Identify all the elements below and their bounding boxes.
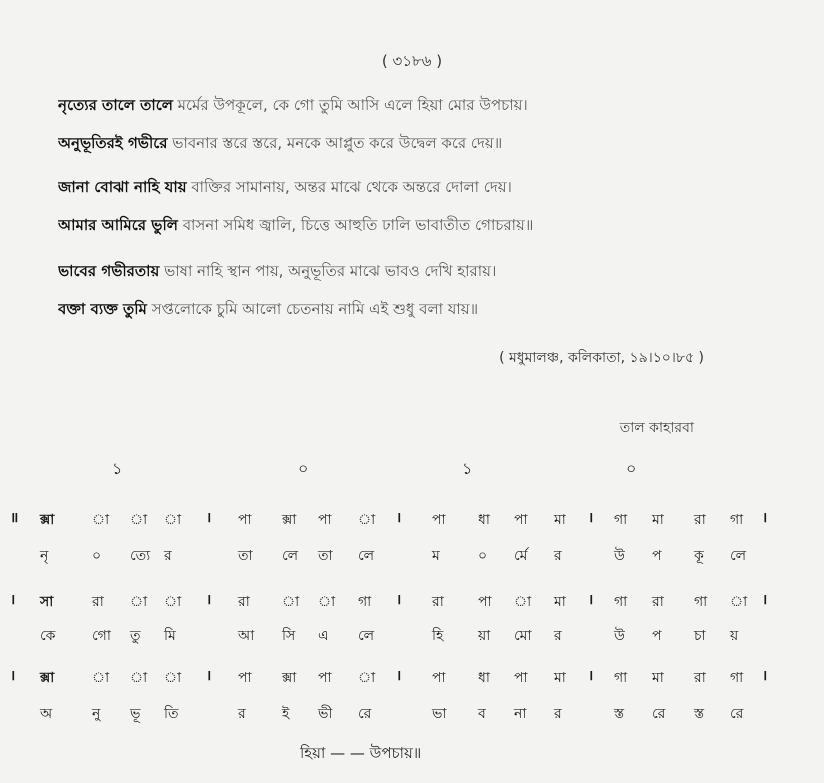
lyric-syllable: অ — [40, 706, 53, 722]
swara-note: া — [164, 594, 182, 610]
lyric-syllable: কে — [40, 628, 56, 644]
lyric-syllable: নৃ — [40, 548, 49, 564]
swara-note: া — [92, 670, 110, 686]
swara-note: রা — [238, 594, 250, 610]
verse-5-bold: ভাবের গভীরতায় — [58, 262, 160, 280]
bar-line: । — [396, 668, 402, 684]
bar-line: । — [762, 510, 768, 526]
lyric-row — [0, 544, 824, 568]
lyric-syllable: লে — [282, 548, 299, 564]
lyric-syllable: লে — [358, 628, 375, 644]
lyric-syllable: স্ত — [694, 706, 705, 722]
swara-note: পা — [514, 512, 528, 528]
verse-line-4 — [58, 212, 758, 238]
verse-5-rest: ভাষা নাহি স্থান পায়, অনুভূতির মাঝে ভাবও দেখি হারায়। — [159, 262, 497, 280]
row-start-marker: ॥ — [10, 510, 19, 526]
lyric-syllable: এ — [318, 628, 329, 644]
swara-note: মা — [652, 512, 664, 528]
verse-4-rest: বাসনা সমিধ জ্বালি, চিত্তে আহুতি ঢালি ভাবাতীত গোচরায়॥ — [177, 216, 534, 234]
beat-marker: ০ — [626, 459, 637, 478]
verse-4-bold: আমার আমিরে ভুলি — [58, 216, 178, 234]
lyric-syllable: র — [554, 628, 562, 644]
lyric-syllable: সি — [282, 628, 296, 644]
swara-note: মা — [554, 594, 566, 610]
lyric-syllable: চা — [694, 628, 706, 644]
bar-line: । — [206, 510, 212, 526]
lyric-syllable: রে — [730, 706, 744, 722]
swara-note: রা — [432, 594, 444, 610]
swara-note: পা — [318, 670, 332, 686]
source-citation: ( মধুমালঞ্চ, কলিকাতা, ১৯।১০।৮৫ ) — [499, 350, 704, 366]
swara-note: ক্সা — [40, 670, 55, 686]
taal-label: তাল কাহারবা — [619, 420, 694, 436]
verse-3-rest: বাক্তির সামানায়, অন্তর মাঝে থেকে অন্তরে দোলা দেয়। — [186, 178, 512, 196]
beat-marker: ০ — [298, 459, 309, 478]
lyric-syllable: কূ — [694, 548, 704, 564]
swara-note: পা — [238, 512, 252, 528]
lyric-row — [0, 624, 824, 648]
lyric-syllable: ভী — [318, 706, 333, 722]
verse-line-1 — [58, 92, 758, 118]
swara-row — [0, 508, 824, 532]
bar-line: । — [588, 668, 594, 684]
swara-note: মা — [554, 670, 566, 686]
swara-note: পা — [478, 594, 492, 610]
lyric-syllable: ০ — [478, 548, 488, 564]
verse-3-bold: জানা বোঝা নাহি যায় — [58, 178, 187, 196]
lyric-syllable: স্ত — [614, 706, 625, 722]
swara-note: ধা — [478, 670, 490, 686]
verse-2-bold: অনুভূতিরই গভীরে — [58, 134, 168, 152]
lyric-syllable: মো — [514, 628, 532, 644]
lyric-syllable: র — [164, 548, 172, 564]
lyric-syllable: রে — [652, 706, 666, 722]
bar-line: । — [588, 592, 594, 608]
bar-line: । — [396, 592, 402, 608]
song-number: ( ৩১৮৬ ) — [381, 52, 443, 70]
swara-note: ক্সা — [282, 670, 297, 686]
lyric-syllable: ভা — [432, 706, 447, 722]
bar-line: । — [762, 592, 768, 608]
verse-line-3 — [58, 174, 758, 200]
swara-row — [0, 590, 824, 614]
verse-line-2 — [58, 130, 758, 156]
swara-note: গা — [614, 670, 628, 686]
swara-note: পা — [514, 670, 528, 686]
lyric-syllable: আ — [238, 628, 255, 644]
swara-note: মা — [652, 670, 664, 686]
swara-note: া — [164, 512, 182, 528]
lyric-syllable: য় — [730, 628, 739, 644]
swara-note: া — [358, 512, 376, 528]
swara-note: া — [318, 594, 336, 610]
bar-line: । — [206, 592, 212, 608]
verse-1-bold: নৃত্যের তালে তালে — [58, 96, 173, 114]
swara-note: া — [130, 512, 148, 528]
swara-note: গা — [358, 594, 372, 610]
swara-note: পা — [238, 670, 252, 686]
lyric-syllable: র — [554, 548, 562, 564]
lyric-syllable: তু — [130, 628, 141, 644]
lyric-syllable: ব — [478, 706, 486, 722]
lyric-syllable: তি — [164, 706, 179, 722]
verse-line-6 — [58, 296, 758, 322]
swara-note: সা — [40, 594, 54, 610]
lyric-syllable: য়া — [478, 628, 491, 644]
lyric-syllable: মি — [164, 628, 176, 644]
beat-marker: ১ — [112, 459, 123, 478]
lyric-syllable: নু — [92, 706, 101, 722]
verse-6-rest: সপ্তলোকে চুমি আলো চেতনায় নামি এই শুধু বলা যায়॥ — [146, 300, 479, 318]
swara-note: গা — [614, 512, 628, 528]
swara-note: া — [92, 512, 110, 528]
swara-note: ক্সা — [282, 512, 297, 528]
lyric-syllable: ম — [432, 548, 440, 564]
lyric-syllable: উ — [614, 628, 625, 644]
final-line: হিয়া — — উপচায়॥ — [300, 744, 422, 762]
verse-line-5 — [58, 258, 758, 284]
lyric-row — [0, 702, 824, 726]
lyric-syllable: ই — [282, 706, 290, 722]
verse-2-rest: ভাবনার স্তরে স্তরে, মনকে আপ্লুত করে উদ্বেল করে দেয়॥ — [167, 134, 503, 152]
row-start-marker: । — [10, 668, 16, 684]
lyric-syllable: তা — [318, 548, 333, 564]
lyric-syllable: গো — [92, 628, 111, 644]
lyric-syllable: ত্যে — [130, 548, 151, 564]
swara-note: রা — [694, 512, 706, 528]
verse-1-rest: মর্মের উপকূলে, কে গো তুমি আসি এলে হিয়া মোর উপচায়। — [172, 96, 528, 114]
bar-line: । — [588, 510, 594, 526]
lyric-syllable: উ — [614, 548, 625, 564]
swara-note: মা — [554, 512, 566, 528]
lyric-syllable: ভূ — [130, 706, 141, 722]
lyric-syllable: র — [554, 706, 562, 722]
swara-note: রা — [694, 670, 706, 686]
swara-note: গা — [614, 594, 628, 610]
lyric-syllable: হি — [432, 628, 444, 644]
lyric-syllable: লে — [730, 548, 747, 564]
lyric-syllable: রে — [358, 706, 372, 722]
verse-6-bold: বক্তা ব্যক্ত তুমি — [58, 300, 147, 318]
lyric-syllable: র্মে — [514, 548, 528, 564]
lyric-syllable: ০ — [92, 548, 102, 564]
swara-note: া — [130, 670, 148, 686]
swara-note: পা — [432, 512, 446, 528]
swara-note: া — [130, 594, 148, 610]
swara-note: া — [282, 594, 300, 610]
swara-note: গা — [730, 670, 744, 686]
swara-note: রা — [652, 594, 664, 610]
swara-note: পা — [318, 512, 332, 528]
swara-note: া — [358, 670, 376, 686]
swara-row — [0, 666, 824, 690]
bar-line: । — [206, 668, 212, 684]
swara-note: ক্সা — [40, 512, 55, 528]
lyric-syllable: প — [652, 628, 662, 644]
swara-note: গা — [730, 512, 744, 528]
swara-note: রা — [92, 594, 104, 610]
swara-note: পা — [432, 670, 446, 686]
bar-line: । — [762, 668, 768, 684]
bar-line: । — [396, 510, 402, 526]
swara-note: ধা — [478, 512, 490, 528]
swara-note: া — [164, 670, 182, 686]
swara-note: া — [514, 594, 532, 610]
swara-note: া — [730, 594, 748, 610]
lyric-syllable: লে — [358, 548, 375, 564]
lyric-syllable: র — [238, 706, 246, 722]
lyric-syllable: না — [514, 706, 527, 722]
lyric-syllable: তা — [238, 548, 253, 564]
beat-markers — [0, 456, 824, 480]
swara-note: গা — [694, 594, 708, 610]
row-start-marker: । — [10, 592, 16, 608]
beat-marker: ১ — [462, 459, 473, 478]
lyric-syllable: প — [652, 548, 662, 564]
